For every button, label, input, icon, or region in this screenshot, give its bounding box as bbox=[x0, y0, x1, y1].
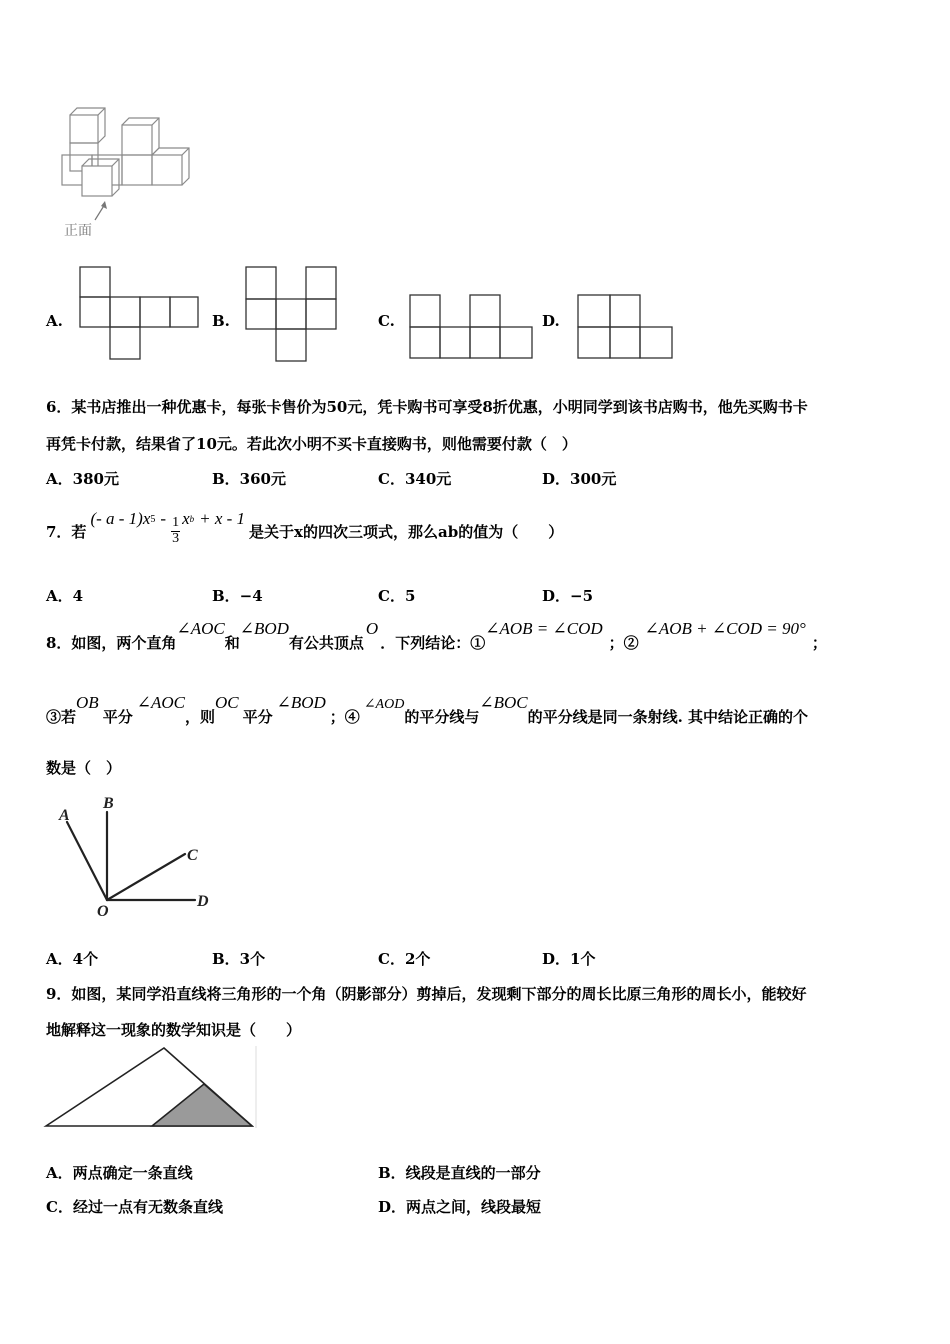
q9-option-d[interactable]: D．两点之间，线段最短 bbox=[378, 1198, 542, 1216]
q7-option-a[interactable]: A．4 bbox=[46, 587, 84, 605]
q7-frac-den: 3 bbox=[172, 530, 180, 546]
q8-l1-a: 8．如图，两个直角 bbox=[46, 634, 177, 652]
q7-frac-num: 1 bbox=[172, 514, 180, 530]
q8-l2-a: ③若 bbox=[46, 708, 77, 726]
q7-suffix: 是关于x的四次三项式，那么ab的值为（ ） bbox=[249, 522, 564, 541]
q8-l1-f: ； bbox=[811, 634, 827, 652]
q8-angle-bod: ∠BOD bbox=[239, 619, 289, 638]
ray-oc bbox=[107, 854, 185, 900]
q7-term-1: (- a - 1)x bbox=[90, 509, 151, 528]
q7-minus: - bbox=[160, 509, 167, 528]
q7-option-d[interactable]: D．−5 bbox=[542, 587, 594, 605]
q8-ray-oc: OC bbox=[214, 693, 239, 712]
q5-option-d-label[interactable]: D. bbox=[542, 312, 560, 330]
q5-option-c-label[interactable]: C. bbox=[378, 312, 395, 330]
q7-expression bbox=[90, 504, 246, 546]
q5-option-a-figure[interactable] bbox=[78, 265, 200, 361]
q8-option-d[interactable]: D．1个 bbox=[542, 950, 596, 968]
q9-text-line-2: 地解释这一现象的数学知识是（ ） bbox=[46, 1021, 302, 1039]
q9-option-b[interactable]: B．线段是直线的一部分 bbox=[378, 1164, 541, 1182]
q6-option-c[interactable]: C．340元 bbox=[378, 470, 452, 488]
q7-option-c[interactable]: C．5 bbox=[378, 587, 416, 605]
fig-label-c: C bbox=[187, 847, 198, 864]
q6-text-line-1: 6．某书店推出一种优惠卡，每张卡售价为50元，凭卡购书可享受8折优惠，小明同学到该书店购书，他先买购书卡 bbox=[46, 398, 808, 416]
q7-option-b[interactable]: B．−4 bbox=[212, 587, 263, 605]
q7-tail: + x - 1 bbox=[199, 509, 246, 528]
q7-exp-5: 5 bbox=[150, 513, 156, 525]
q5-option-b-figure[interactable] bbox=[244, 265, 340, 363]
ray-oa bbox=[67, 822, 107, 900]
q8-text-line-3: 数是（ ） bbox=[46, 759, 122, 777]
q8-l1-b: 和 bbox=[224, 634, 240, 652]
q8-l1-e: ；② bbox=[608, 634, 639, 652]
q8-option-c[interactable]: C．2个 bbox=[378, 950, 431, 968]
q8-text-line-2 bbox=[46, 692, 808, 732]
fig-label-a: A bbox=[59, 807, 70, 824]
q8-angle-bod-2: ∠BOD bbox=[276, 693, 326, 712]
q7-fraction bbox=[171, 516, 180, 546]
q8-eq-1: ∠AOB = ∠COD bbox=[485, 619, 603, 638]
q8-angle-aod: ∠AOD bbox=[363, 697, 405, 712]
q9-text-line-1: 9．如图，某同学沿直线将三角形的一个角（阴影部分）剪掉后，发现剩下部分的周长比原三角形的周长小，能较好 bbox=[46, 985, 807, 1003]
q9-option-c[interactable]: C．经过一点有无数条直线 bbox=[46, 1198, 223, 1216]
q7-prefix: 7．若 bbox=[46, 522, 87, 541]
fig-label-d: D bbox=[197, 893, 209, 910]
q8-angle-aoc-2: ∠AOC bbox=[136, 693, 185, 712]
q6-text-line-2: 再凭卡付款，结果省了10元。若此次小明不买卡直接购书，则他需要付款（ ） bbox=[46, 435, 577, 453]
q7-x-b: x bbox=[182, 509, 190, 528]
q8-l2-b: 平分 bbox=[102, 708, 133, 726]
q5-option-b-label[interactable]: B. bbox=[212, 312, 230, 330]
q8-ray-ob: OB bbox=[76, 693, 99, 712]
q8-angle-figure bbox=[55, 792, 225, 922]
q8-option-b[interactable]: B．3个 bbox=[212, 950, 266, 968]
q6-option-a[interactable]: A．380元 bbox=[46, 470, 119, 488]
q6-option-d[interactable]: D．300元 bbox=[542, 470, 617, 488]
q8-option-a[interactable]: A．4个 bbox=[46, 950, 99, 968]
q6-option-b[interactable]: B．360元 bbox=[212, 470, 286, 488]
q8-l1-c: 有公共顶点 bbox=[288, 634, 364, 652]
q8-l2-d: 平分 bbox=[242, 708, 273, 726]
q8-angle-boc: ∠BOC bbox=[479, 693, 528, 712]
q8-point-o: O bbox=[365, 619, 379, 638]
fig-label-b: B bbox=[103, 795, 114, 812]
q8-text-line-1 bbox=[46, 618, 827, 658]
q7-question bbox=[46, 506, 563, 556]
q8-l2-g: 的平分线是同一条射线. 其中结论正确的个 bbox=[527, 708, 809, 726]
q8-l1-d: ．下列结论：① bbox=[380, 634, 486, 652]
q5-option-d-figure[interactable] bbox=[576, 293, 676, 361]
q8-l2-f: 的平分线与 bbox=[404, 708, 480, 726]
front-view-label: 正面 bbox=[64, 223, 92, 239]
q9-option-a[interactable]: A．两点确定一条直线 bbox=[46, 1164, 193, 1182]
q9-triangle-figure bbox=[44, 1046, 256, 1130]
q5-option-c-figure[interactable] bbox=[408, 293, 536, 361]
q7-exp-b: b bbox=[189, 514, 195, 524]
q8-l2-c: ，则 bbox=[184, 708, 215, 726]
q8-eq-2: ∠AOB + ∠COD = 90° bbox=[644, 619, 806, 638]
q8-l2-e: ；④ bbox=[329, 708, 360, 726]
q5-option-a-label[interactable]: A. bbox=[46, 312, 63, 330]
fig-label-o: O bbox=[97, 903, 109, 920]
q8-angle-aoc: ∠AOC bbox=[176, 619, 225, 638]
